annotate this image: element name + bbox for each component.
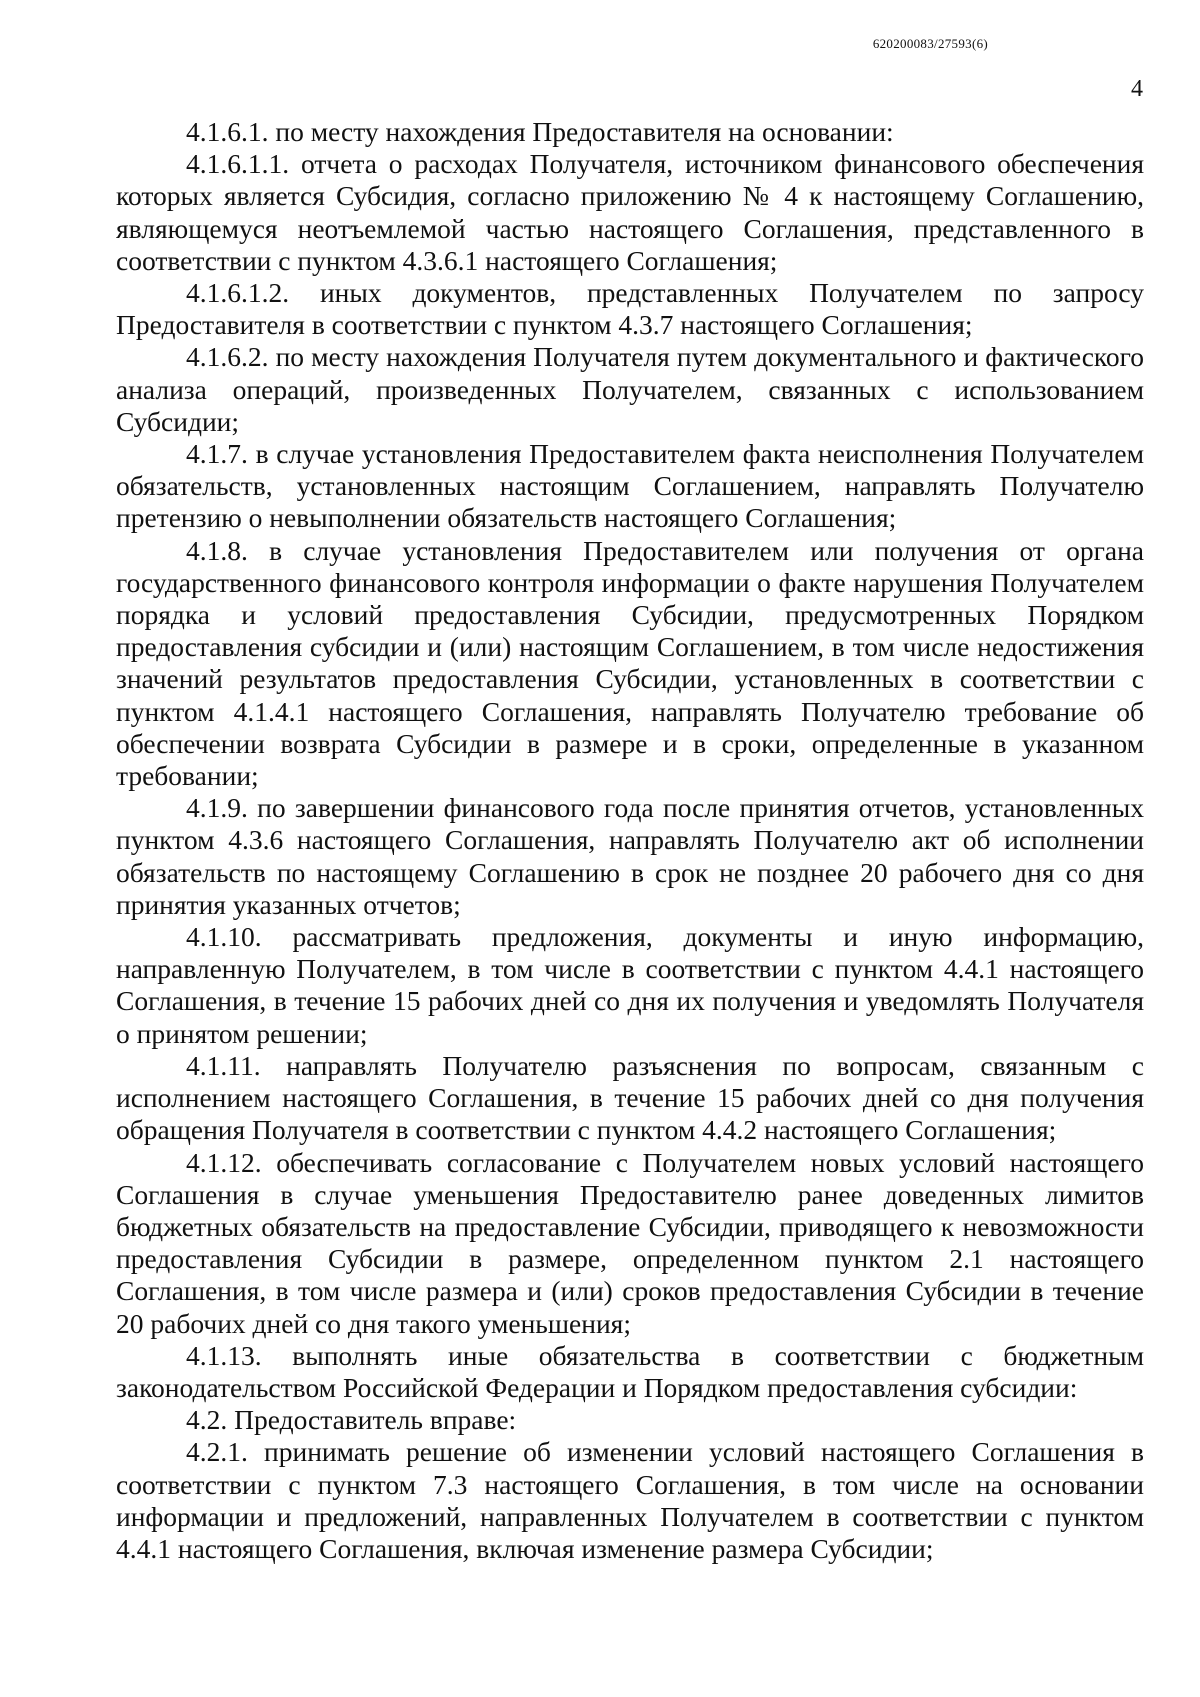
paragraph-4-1-6-2: 4.1.6.2. по месту нахождения Получателя путем документального и фактического анализа операций, произведенных Получателем, связанных с использованием Субсидии; <box>116 341 1144 437</box>
paragraph-4-1-11: 4.1.11. направлять Получателю разъяснения по вопросам, связанным с исполнением настоящего Соглашения, в течение 15 рабочих дней со дня получения обращения Получателя в соответствии с пунктом 4.4.2 настоящего Соглашения; <box>116 1049 1144 1146</box>
paragraph-4-1-6-1-1: 4.1.6.1.1. отчета о расходах Получателя, источником финансового обеспечения которых является Субсидия, согласно приложению № 4 к настоящему Соглашению, являющемуся неотъемлемой частью настоящего Соглашения, представленного в соответствии с пунктом 4.3.6.1 настоящего Соглашения; <box>116 148 1144 276</box>
paragraph-4-1-6-1-2: 4.1.6.1.2. иных документов, представленных Получателем по запросу Предоставителя в соответствии с пунктом 4.3.7 настоящего Соглашения; <box>116 277 1144 341</box>
paragraph-4-1-9: 4.1.9. по завершении финансового года после принятия отчетов, установленных пунктом 4.3.6 настоящего Соглашения, направлять Получателю акт об исполнении обязательств по настоящему Соглашению в срок не позднее 20 рабочего дня со дня принятия указанных отчетов; <box>116 792 1144 920</box>
paragraph-4-1-6-1: 4.1.6.1. по месту нахождения Предоставителя на основании: <box>186 116 894 147</box>
paragraph-4-1-8: 4.1.8. в случае установления Предоставителем или получения от органа государственного финансового контроля информации о факте нарушения Получателем порядка и условий предоставления Субсидии, предусмотренных Порядком предоставления субсидии и (или) настоящим Соглашением, в том числе недостижения значений результатов предоставления Субсидии, установленных в соответствии с пунктом 4.1.4.1 настоящего Соглашения, направлять Получателю требование об обеспечении возврата Субсидии в размере и в сроки, определенные в указанном требовании; <box>116 534 1144 792</box>
document-body <box>116 116 1144 1565</box>
paragraph-4-2: 4.2. Предоставитель вправе: <box>186 1404 517 1436</box>
paragraph-4-1-13: 4.1.13. выполнять иные обязательства в соответствии с бюджетным законодательством Российской Федерации и Порядком предоставления субсидии: <box>116 1339 1144 1403</box>
paragraph-4-1-12: 4.1.12. обеспечивать согласование с Получателем новых условий настоящего Соглашения в случае уменьшения Предоставителю ранее доведенных лимитов бюджетных обязательств на предоставление Субсидии, приводящего к невозможности предоставления Субсидии в размере, определенном пунктом 2.1 настоящего Соглашения, в том числе размера и (или) сроков предоставления Субсидии в течение 20 рабочих дней со дня такого уменьшения; <box>116 1146 1144 1339</box>
paragraph-4-1-7: 4.1.7. в случае установления Предоставителем факта неисполнения Получателем обязательств, установленных настоящим Соглашением, направлять Получателю претензию о невыполнении обязательств настоящего Соглашения; <box>116 438 1144 534</box>
paragraph-4-1-10: 4.1.10. рассматривать предложения, документы и иную информацию, направленную Получателем, в том числе в соответствии с пунктом 4.4.1 настоящего Соглашения, в течение 15 рабочих дней со дня их получения и уведомлять Получателя о принятом решении; <box>116 921 1144 1049</box>
page-number: 4 <box>1131 76 1143 102</box>
paragraph-4-2-1: 4.2.1. принимать решение об изменении условий настоящего Соглашения в соответствии с пунктом 7.3 настоящего Соглашения, в том числе на основании информации и предложений, направленных Получателем в соответствии с пунктом 4.4.1 настоящего Соглашения, включая изменение размера Субсидии; <box>116 1436 1144 1564</box>
document-code: 620200083/27593(6) <box>872 36 988 51</box>
